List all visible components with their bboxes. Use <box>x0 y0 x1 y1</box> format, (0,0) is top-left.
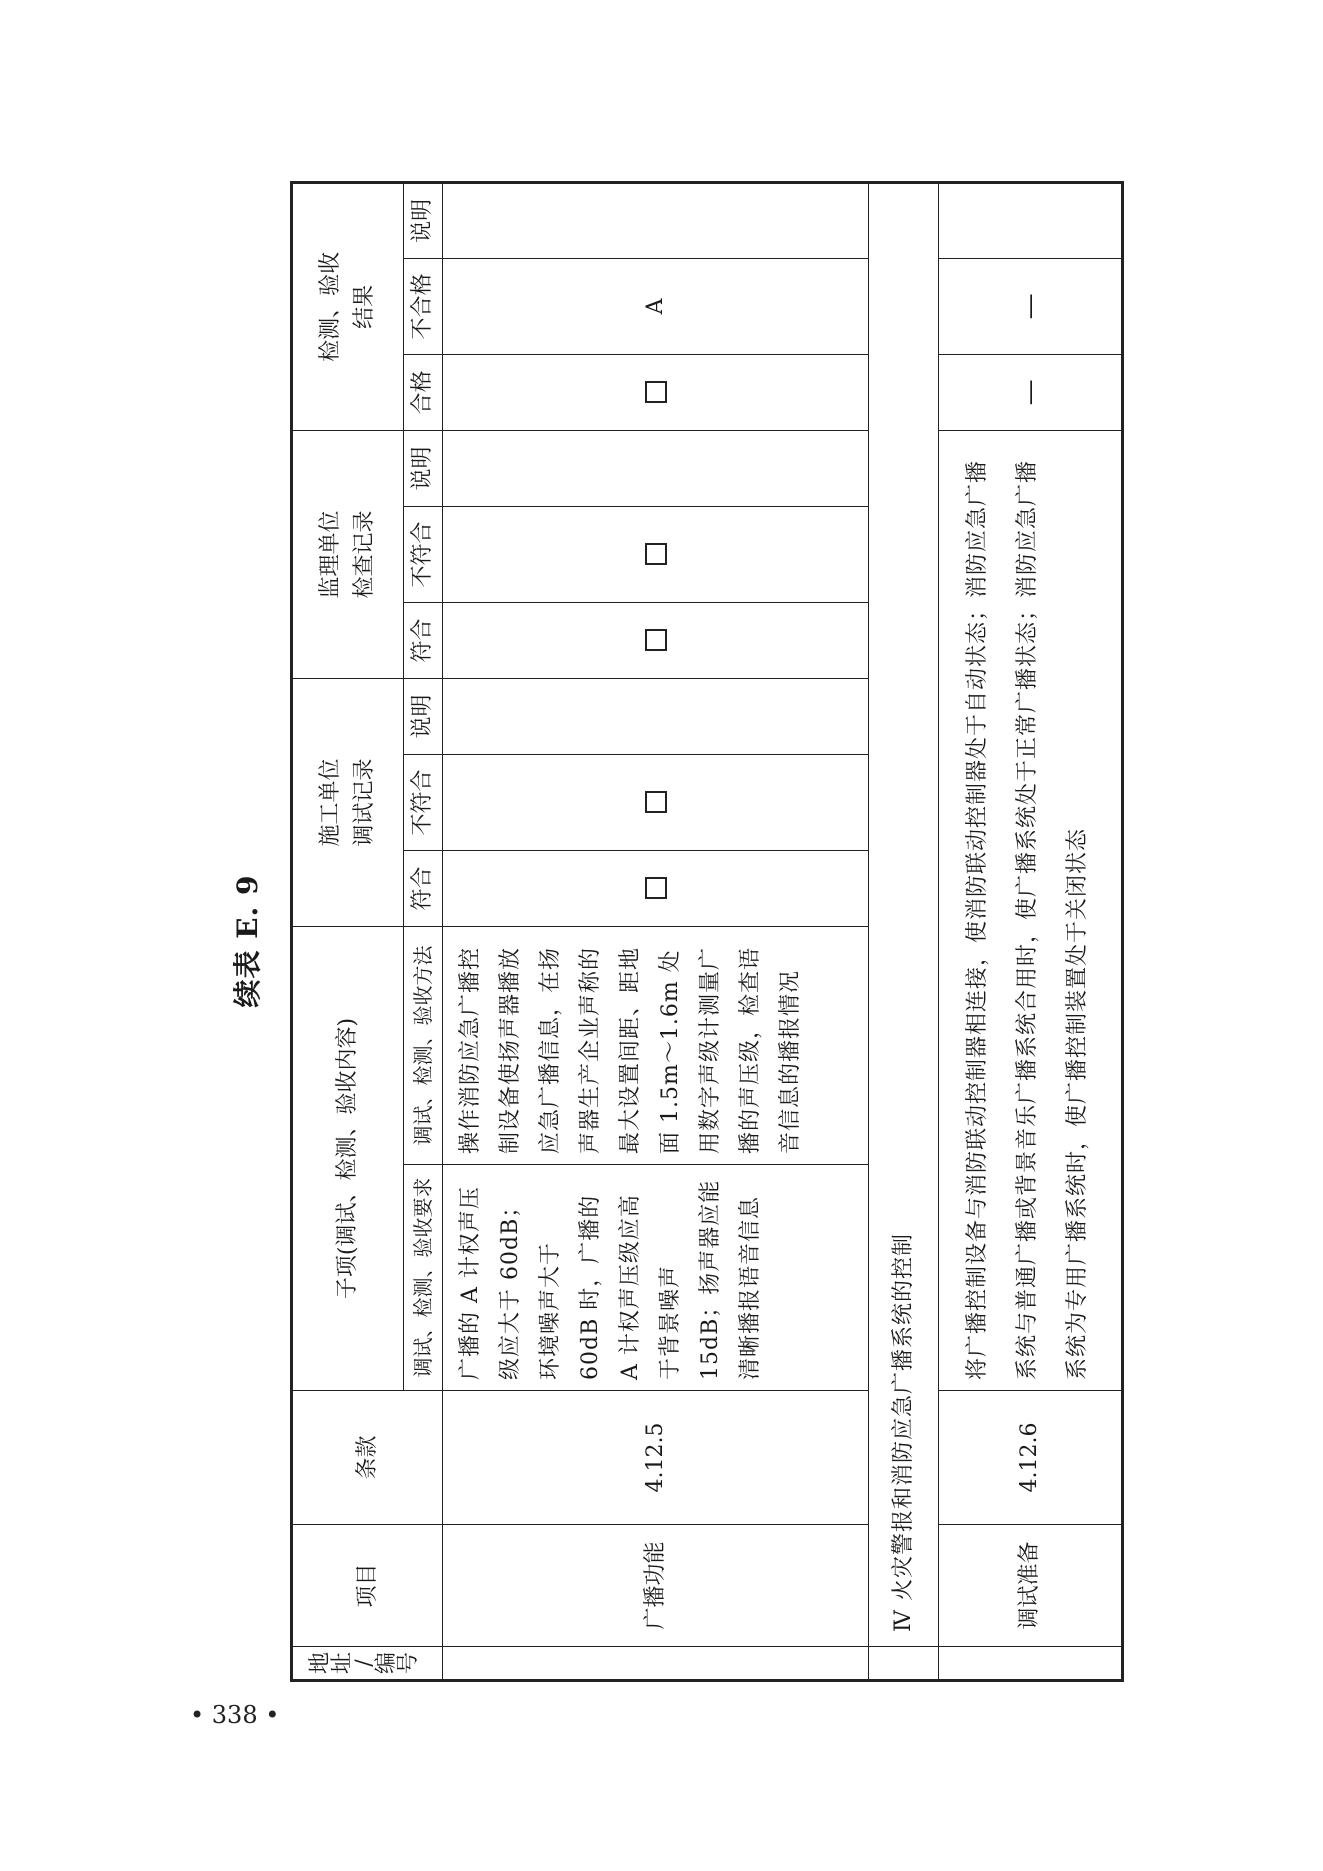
header-row-1 <box>292 182 404 1680</box>
row-clause: 4.12.5 <box>443 1391 869 1525</box>
supervision-note <box>443 430 869 506</box>
checkbox-icon <box>645 877 667 899</box>
checkbox-icon <box>645 629 667 651</box>
page-number: • 338 • <box>190 1701 280 1729</box>
supervision-conform-checkbox[interactable] <box>443 602 869 678</box>
row-requirement: 广播的 A 计权声压级应大于 60dB；环境噪声大于 60dB 时，广播的 A 计权声压级应高于背景噪声 15dB；扬声器应能清晰播报语音信息 <box>443 1165 869 1391</box>
header-construction: 施工单位 调试记录 <box>292 678 404 926</box>
construction-note <box>443 678 869 754</box>
inspection-qualified-checkbox[interactable] <box>443 354 869 430</box>
checkbox-icon <box>645 543 667 565</box>
construction-nonconform-checkbox[interactable] <box>443 754 869 850</box>
inspection-unqualified-mark: A <box>443 258 869 354</box>
row-address <box>443 1647 869 1681</box>
address-label <box>307 1652 421 1675</box>
header-supervision-conform: 符合 <box>404 602 443 678</box>
inspection-note <box>443 182 869 258</box>
checkbox-icon <box>645 791 667 813</box>
prep-item: 调试准备 <box>939 1525 1123 1647</box>
section-address <box>869 1647 939 1681</box>
header-construction-conform: 符合 <box>404 850 443 926</box>
prep-content: 将广播控制设备与消防联动控制器相连接，使消防联动控制器处于自动状态；消防应急广播系统与普通广播或背景音乐广播系统合用时，使广播系统处于正常广播状态；消防应急广播系统为专用广播系统时，使广播控制装置处于关闭状态 <box>939 430 1123 1390</box>
header-inspection-note: 说明 <box>404 182 443 258</box>
checkbox-icon <box>645 381 667 403</box>
prep-note <box>939 182 1123 258</box>
rotated-page-content <box>220 200 1128 1682</box>
address-char: 地 <box>307 1652 333 1675</box>
address-char: / <box>351 1659 377 1667</box>
address-char: 址 <box>329 1652 355 1675</box>
prep-address <box>939 1647 1123 1681</box>
section-heading: Ⅳ 火灾警报和消防应急广播系统的控制 <box>869 182 939 1646</box>
table-title: 续表 E. 9 <box>231 874 264 1008</box>
header-address <box>292 1647 443 1681</box>
header-construction-note: 说明 <box>404 678 443 754</box>
address-char: 编 <box>373 1652 399 1675</box>
prep-unqualified: — <box>939 258 1123 354</box>
prep-clause: 4.12.6 <box>939 1391 1123 1525</box>
header-construction-nonconform: 不符合 <box>404 754 443 850</box>
table-row <box>939 182 1123 1680</box>
table-row <box>443 182 869 1680</box>
header-requirement: 调试、检测、验收要求 <box>404 1165 443 1391</box>
acceptance-table <box>290 181 1124 1682</box>
header-inspection-unqualified: 不合格 <box>404 258 443 354</box>
construction-conform-checkbox[interactable] <box>443 850 869 926</box>
prep-qualified: — <box>939 354 1123 430</box>
header-method: 调试、检测、验收方法 <box>404 926 443 1164</box>
header-supervision-nonconform: 不符合 <box>404 506 443 602</box>
section-row <box>869 182 939 1680</box>
row-item: 广播功能 <box>443 1525 869 1647</box>
header-clause: 条款 <box>292 1391 443 1525</box>
header-item: 项目 <box>292 1525 443 1647</box>
header-inspection-qualified: 合格 <box>404 354 443 430</box>
header-subitem: 子项(调试、检测、验收内容) <box>292 926 404 1390</box>
header-inspection: 检测、验收 结果 <box>292 182 404 430</box>
row-method: 操作消防应急广播控制设备使扬声器播放应急广播信息，在扬声器生产企业声称的最大设置间距、距地面 1.5m～1.6m 处用数字声级计测量广播的声压级，检查语音信息的播报情况 <box>443 926 869 1164</box>
address-char: 号 <box>395 1652 421 1675</box>
header-supervision-note: 说明 <box>404 430 443 506</box>
header-supervision: 监理单位 检查记录 <box>292 430 404 678</box>
supervision-nonconform-checkbox[interactable] <box>443 506 869 602</box>
